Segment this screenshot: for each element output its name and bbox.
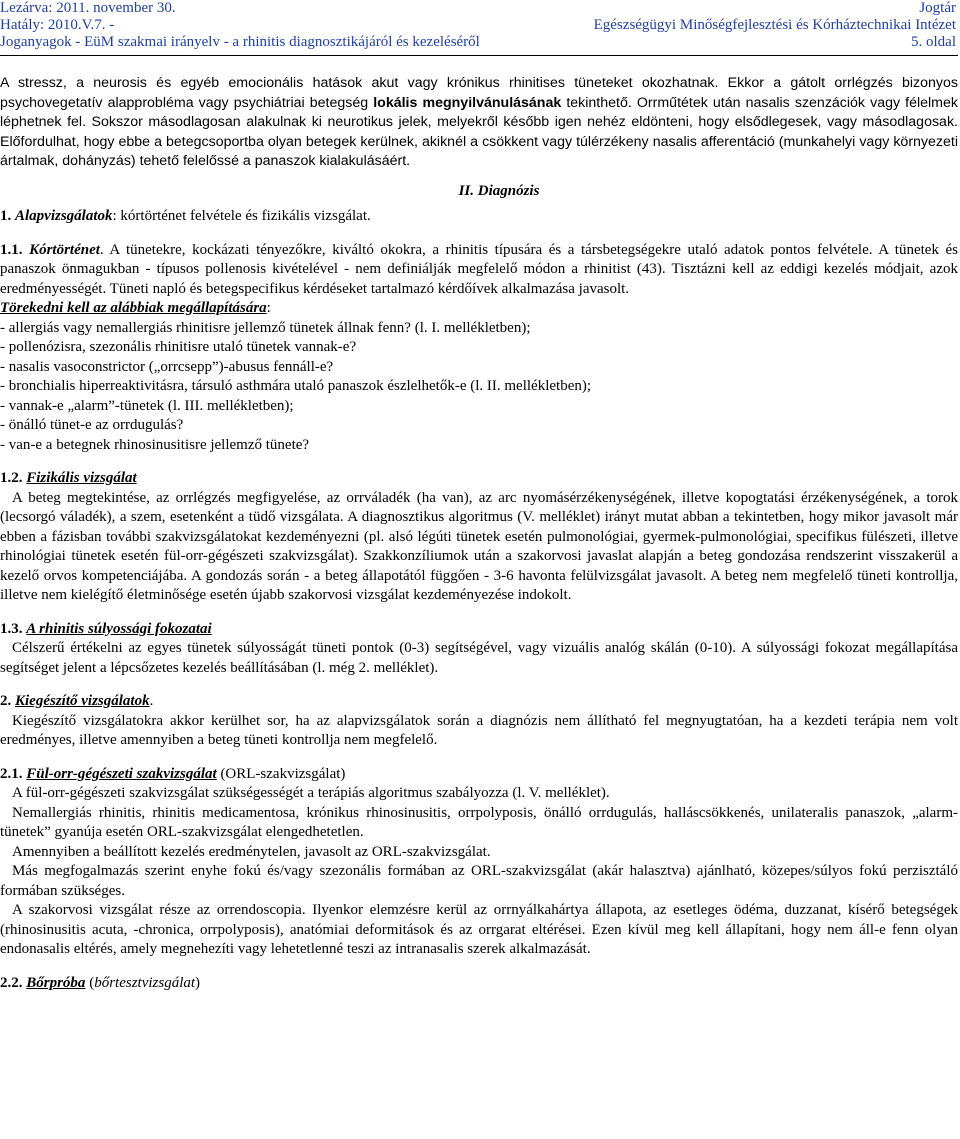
s11-aims-title: Törekedni kell az alábbiak megállapítására xyxy=(0,300,267,316)
s12-number: 1.2. xyxy=(0,470,27,486)
s11-aims-colon: : xyxy=(266,300,271,316)
intro-text-b: tekinthető. Orrműtétek után nasalis szenzációk vagy félelmek léphetnek fel. Sokszor másodlagosan alakulnak ki neurotikus jelek, melyekről később igen nehéz eldönteni, hogy elsődlegesek, vagy másodlagosak. Előfordulhat, hogy ebbe a betegcsoportba olyan betegek kerülnek, akiknél a csökkent vagy túlérzékeny nasalis afferentáció (munkahelyi vagy környezeti ártalmak, dohányzás) tehető felelőssé a panaszok kialakulásáért. xyxy=(0,94,958,169)
s2-heading xyxy=(0,692,958,712)
s1-number: 1. xyxy=(0,208,15,224)
s22-heading xyxy=(0,974,958,994)
list-item: - pollenózisra, szezonális rhinitisre utaló tünetek vannak-e? xyxy=(0,339,357,355)
list-item: - allergiás vagy nemallergiás rhinitisre jellemző tünetek állnak fenn? (l. I. mellékletben); xyxy=(0,319,531,336)
s11-title: Kórtörténet xyxy=(29,241,100,258)
s1-title: Alapvizsgálatok xyxy=(15,208,113,224)
s21-number: 2.1. xyxy=(0,765,27,782)
list-item: - nasalis vasoconstrictor („orrcsepp”)-abusus fennáll-e? xyxy=(0,358,334,375)
s22-number: 2.2. xyxy=(0,974,27,991)
s12-paragraph: A beteg megtekintése, az orrlégzés megfigyelése, az orrváladék (ha van), az arc nyomásérzékenységének, illetve kopogtatási érzékenységének, a torok (lecsorgó váladék), a szem, esetenként a tüdő vizsgálata. A diagnosztikus algoritmus (V. melléklet) irányt mutat abban a tekintetben, hogy mikor javasolt már ebben a fázisban további szakvizsgálatokat kezdeményezni (pl. alsó légúti tünetek esetén pulmonológiai, gyermek-pulmonológiai, specifikus fülészeti, illetve rhinológiai tünetek esetén fül-orr-gégészeti szakvizsgálat). Szakkonzíliumok után a szakorvosi javaslat alapján a beteg gondozása rendszerint visszakerül a kezelő orvos kompetenciájába. A gondozás során - a beteg állapotától függően - 3-6 havonta felülvizsgálat javasolt. A beteg nem megfelelő tüneti kontrollja, illetve nem kielégítő életminősége esetén újabb szakorvosi vizsgálat kezdeményezése indokolt. xyxy=(0,489,958,603)
s2-paragraph: Kiegészítő vizsgálatokra akkor kerülhet sor, ha az alapvizsgálatok során a diagnózis nem állítható fel megnyugtatóan, ha a kezdeti terápia nem volt eredményes, illetve amennyiben a beteg tüneti kontrollja nem megfelelő. xyxy=(0,712,958,748)
s21-heading xyxy=(0,765,958,785)
s2-dot: . xyxy=(149,693,154,709)
s22-paren-title: bőrtesztvizsgálat xyxy=(94,974,196,991)
intro-text-a: A stressz, a neurosis és egyéb emocionális hatások akut vagy krónikus rhinitises tüneteket okozhatnak. Ekkor a gátolt orrlégzés bizonyos psychovegetatív alapprobléma vagy psychiátriai betegség xyxy=(0,75,958,111)
intro-paragraph xyxy=(0,74,958,172)
s12-title: Fizikális vizsgálat xyxy=(26,470,137,486)
s1-heading xyxy=(0,207,958,227)
s13-title: A rhinitis súlyossági fokozatai xyxy=(26,620,212,637)
list-item: - önálló tünet-e az orrdugulás? xyxy=(0,417,184,433)
s11-aims-list xyxy=(0,319,958,456)
s21-rest: (ORL-szakvizsgálat) xyxy=(216,765,346,782)
intro-bold-term: lokális megnyilvánulásának xyxy=(373,94,562,111)
s21-paragraph-2: Nemallergiás rhinitis, rhinitis medicamentosa, krónikus rhinosinusitis, orrpolyposis, önálló orrdugulás, halláscsökkenés, unilateralis panaszok, „alarm-tünetek” gyanúja esetén ORL-szakvizsgálat elengedhetetlen. xyxy=(0,804,958,840)
page-header xyxy=(0,0,960,51)
s21-paragraph-1: A fül-orr-gégészeti szakvizsgálat szükségességét a terápiás algoritmus szabályozza (l. V. melléklet). xyxy=(12,785,610,801)
s12-heading xyxy=(0,469,958,489)
header-source: Jogtár xyxy=(919,0,956,16)
list-item: - van-e a betegnek rhinosinusitisre jellemző tünete? xyxy=(0,436,310,453)
document-body xyxy=(0,74,958,993)
header-divider xyxy=(0,55,958,56)
s22-paren-close: ) xyxy=(195,974,201,991)
s13-paragraph: Célszerű értékelni az egyes tünetek súlyosságát tüneti pontok (0-3) segítségével, vagy vizuális analóg skálán (0-10). A súlyossági fokozat megállapítása segítséget jelent a lépcsőzetes kezelés beállításában (l. még 2. melléklet). xyxy=(0,640,958,676)
header-document-title: Joganyagok - EüM szakmai irányelv - a rhinitis diagnosztikájáról és kezeléséről xyxy=(0,34,480,50)
s21-paragraph-3: Amennyiben a beállított kezelés eredménytelen, javasolt az ORL-szakvizsgálat. xyxy=(12,843,491,860)
s11-paragraph xyxy=(0,241,958,300)
s22-title: Bőrpróba xyxy=(26,974,86,991)
section-title: II. Diagnózis xyxy=(458,182,540,199)
s1-rest: : kórtörténet felvétele és fizikális vizsgálat. xyxy=(112,208,371,224)
s2-title: Kiegészítő vizsgálatok xyxy=(15,693,150,709)
s21-paragraph-4: Más megfogalmazás szerint enyhe fokú és/vagy szezonális formában az ORL-szakvizsgálat (akár halasztva) ajánlható, közepes/súlyos fokú perzisztáló formában szükséges. xyxy=(0,863,958,899)
s2-number: 2. xyxy=(0,693,15,709)
s11-text: . A tünetekre, kockázati tényezőkre, kiváltó okokra, a rhinitis típusára és a társbetegségekre utaló adatok pontos felvétele. A tünetek és panaszok önmagukban - típusos pollenosis kivételével - nem definiálják megfelelő módon a rhinitist (43). Tisztázni kell az eddigi kezelés módjait, azok eredményességét. Tüneti napló és betegspecifikus kérdéseket tartalmazó kérdőívek alkalmazása javasolt. xyxy=(0,241,958,297)
s11-aims-heading xyxy=(0,299,958,319)
list-item: - bronchialis hiperreaktivitásra, társuló asthmára utaló panaszok észlelhetők-e (l. II. mellékletben); xyxy=(0,378,592,394)
s11-number: 1.1. xyxy=(0,241,30,258)
s21-title: Fül-orr-gégészeti szakvizsgálat xyxy=(26,765,217,782)
s13-heading xyxy=(0,620,958,640)
list-item: - vannak-e „alarm”-tünetek (l. III. mellékletben); xyxy=(0,397,294,414)
s22-paren-open: ( xyxy=(85,974,95,991)
s21-paragraph-5: A szakorvosi vizsgálat része az orrendoscopia. Ilyenkor elemzésre kerül az orrnyálkahártya állapota, az esetleges ödéma, duzzanat, kísérő betegségek (rhinosinusitis acuta, -chronica, orrpolyposis), anatómiai deformitások és az orrgarat eltérései. Ezen kívül meg kell állapítani, hogy nem áll-e fenn olyan endonasalis eltérés, amely megnehezíti vagy lehetetlenné teszi az intranasalis szerek alkalmazását. xyxy=(0,902,958,957)
header-closed-date: Lezárva: 2011. november 30. xyxy=(0,0,176,16)
header-page-number: 5. oldal xyxy=(911,34,956,50)
header-institute: Egészségügyi Minőségfejlesztési és Kórháztechnikai Intézet xyxy=(593,17,956,33)
header-effective-date: Hatály: 2010.V.7. - xyxy=(0,17,115,33)
s13-number: 1.3. xyxy=(0,620,27,637)
